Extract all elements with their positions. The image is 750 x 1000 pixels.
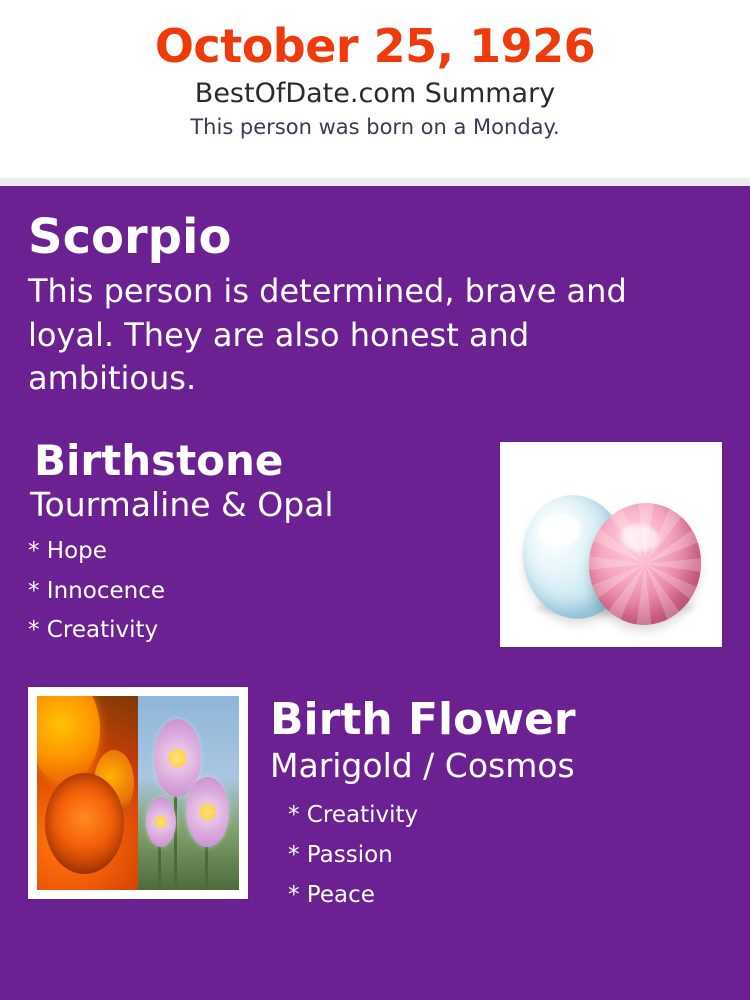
birthflower-text — [248, 687, 722, 915]
site-summary-label: BestOfDate.com Summary — [194, 78, 556, 110]
list-item: * Hope — [28, 538, 107, 565]
zodiac-section — [0, 209, 750, 400]
birthstone-photo — [500, 442, 722, 647]
marigold-icon — [37, 696, 138, 890]
birthflower-title: Birth Flower — [270, 693, 576, 745]
list-item: * Creativity — [28, 617, 159, 644]
marigold-bud-icon — [94, 750, 134, 816]
header-divider — [0, 178, 750, 186]
birthstone-title: Birthstone — [34, 435, 284, 485]
birth-day-note: This person was born on a Monday. — [190, 115, 560, 140]
list-item: * Creativity — [288, 801, 419, 828]
birthstone-text — [28, 435, 334, 651]
details-panel — [0, 186, 750, 1000]
list-item: * Passion — [288, 841, 393, 868]
birthflower-section — [0, 687, 750, 915]
zodiac-description: This person is determined, brave and loyal. They are also honest and ambitious. — [28, 272, 627, 397]
cosmos-icon — [138, 696, 239, 890]
birthstone-names: Tourmaline & Opal — [30, 485, 334, 525]
tourmaline-gem-icon — [583, 497, 707, 630]
birthflower-names: Marigold / Cosmos — [270, 745, 575, 785]
page-header — [0, 0, 750, 178]
page-title: October 25, 1926 — [154, 19, 596, 73]
list-item: * Peace — [288, 881, 375, 908]
list-item: * Innocence — [28, 577, 165, 604]
birthstone-image — [509, 451, 713, 638]
birthflower-photo — [28, 687, 248, 899]
birthflower-image — [37, 696, 239, 890]
cosmos-stem — [174, 785, 177, 886]
birthstone-section — [0, 435, 750, 651]
zodiac-sign-name: Scorpio — [28, 209, 232, 265]
cosmos-bloom-icon — [186, 777, 228, 847]
cosmos-bloom-icon — [146, 797, 176, 847]
birthstone-traits — [28, 532, 334, 651]
birthflower-traits — [270, 795, 722, 915]
